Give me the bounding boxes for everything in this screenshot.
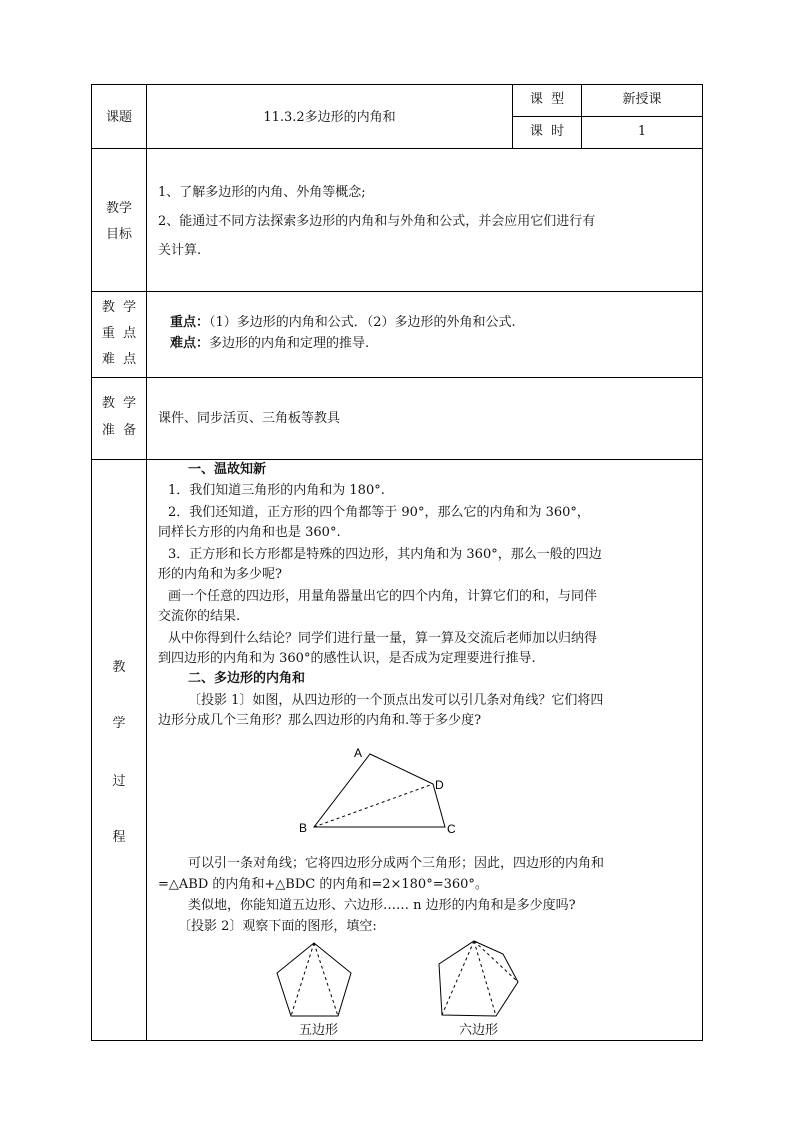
- process-line: 形的内角和为多少呢?: [158, 567, 282, 582]
- process-line: =△ABD 的内角和+△BDC 的内角和=2×180°=360°。: [158, 877, 488, 892]
- vertex-d: D: [435, 778, 444, 792]
- goal-line: 1、了解多边形的内角、外角等概念;: [158, 185, 366, 200]
- keypoints-label-3: 难 点: [101, 352, 137, 367]
- difficulty-point: [170, 333, 369, 356]
- process-line: 到四边形的内角和为 360°的感性认识，是否成为定理要进行推导.: [158, 651, 536, 666]
- difficulty-text: 多边形的内角和定理的推导.: [209, 336, 370, 351]
- goal-line: 关计算.: [158, 243, 202, 258]
- process-label-4: 程: [112, 830, 126, 845]
- topic-title: 11.3.2多边形的内角和: [263, 110, 396, 125]
- process-line: 3．正方形和长方形都是特殊的四边形，其内角和为 360°，那么一般的四边: [168, 547, 602, 562]
- diagonal-bd: [314, 784, 433, 827]
- goals-label-1: 教学: [105, 201, 132, 216]
- keypoints-label-2: 重 点: [101, 326, 137, 341]
- hours-label: 课 时: [529, 124, 565, 139]
- keypoints-label-1: 教 学: [101, 300, 137, 315]
- quadrilateral-figure: [290, 742, 470, 842]
- goals-label-2: 目标: [105, 227, 132, 242]
- hexagon-figure: [432, 936, 528, 1022]
- prep-label-2: 准 备: [101, 423, 137, 438]
- quadrilateral-outline: [314, 754, 445, 827]
- pentagon-diagonal: [291, 943, 314, 1016]
- difficulty-label: 难点：: [170, 336, 210, 351]
- process-line: 2．我们还知道，正方形的四个角都等于 90°，那么它的内角和为 360°，: [168, 505, 590, 520]
- vertex-a: A: [354, 746, 363, 760]
- process-line: 1．我们知道三角形的内角和为 180°.: [168, 483, 385, 498]
- pentagon-caption: 五边形: [299, 1023, 339, 1038]
- vertex-b: B: [299, 821, 308, 835]
- type-label: 课 型: [529, 92, 565, 107]
- hexagon-diagonal: [474, 941, 518, 982]
- process-line: 同样长方形的内角和也是 360°.: [158, 525, 341, 540]
- process-label-2: 学: [112, 716, 126, 731]
- type-value: 新授课: [622, 92, 662, 107]
- process-line: 〔投影 2〕观察下面的图形，填空:: [178, 919, 377, 934]
- process-label-1: 教: [112, 660, 126, 675]
- process-line: 类似地，你能知道五边形、六边形…… n 边形的内角和是多少度吗?: [188, 898, 576, 913]
- hexagon-caption: 六边形: [459, 1023, 499, 1038]
- prep-label-1: 教 学: [101, 396, 137, 411]
- process-line: 可以引一条对角线；它将四边形分成两个三角形；因此，四边形的内角和: [188, 856, 605, 871]
- process-label-3: 过: [112, 774, 126, 789]
- process-line: 交流你的结果.: [158, 609, 241, 624]
- key-label: 重点：: [170, 315, 210, 330]
- process-heading: 一、温故知新: [188, 462, 267, 477]
- prep-text: 课件、同步活页、三角板等教具: [158, 411, 341, 426]
- pentagon-figure: [270, 940, 360, 1020]
- process-line: 边形分成几个三角形？那么四边形的内角和.等于多少度?: [158, 713, 482, 728]
- process-heading: 二、多边形的内角和: [188, 671, 306, 686]
- hours-value: 1: [637, 124, 647, 139]
- key-text: （1）多边形的内角和公式．（2）多边形的外角和公式.: [209, 315, 516, 330]
- process-line: 画一个任意的四边形，用量角器量出它的四个内角，计算它们的和，与同伴: [168, 589, 598, 604]
- pentagon-outline: [277, 943, 351, 1016]
- pentagon-diagonal: [314, 943, 338, 1016]
- process-line: 〔投影 1〕如图，从四边形的一个顶点出发可以引几条对角线？它们将四: [188, 693, 604, 708]
- vertex-c: C: [447, 822, 456, 836]
- hexagon-outline: [439, 941, 518, 1016]
- process-line: 从中你得到什么结论？同学们进行量一量，算一算及交流后老师加以归纳得: [168, 631, 598, 646]
- topic-label: 课题: [105, 110, 132, 125]
- goal-line: 2、能通过不同方法探索多边形的内角和与外角和公式，并会应用它们进行有: [158, 214, 596, 229]
- hexagon-diagonal: [474, 941, 496, 1016]
- key-point: [170, 312, 516, 335]
